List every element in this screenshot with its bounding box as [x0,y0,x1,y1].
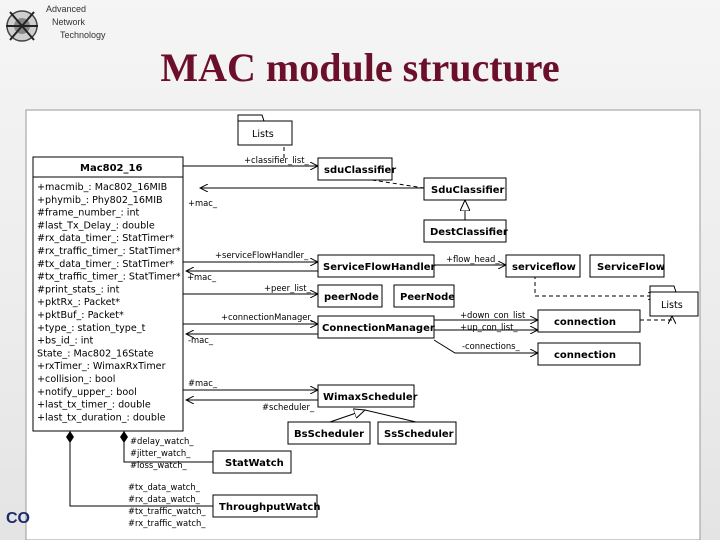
attribute-row: +pktBuf_: Packet* [37,310,124,321]
label-mac-1: +mac_ [188,198,218,208]
attribute-row: +type_: station_type_t [37,322,146,334]
label-jitter-watch: #jitter_watch_ [130,448,191,458]
svg-text:DestClassifier: DestClassifier [430,227,508,238]
label-down-con-list: +down_con_list_ [460,310,530,320]
attribute-row: #tx_traffic_timer_: StatTimer* [37,271,181,283]
label-scheduler: #scheduler_ [262,402,315,412]
logo-line-2: Network [52,17,86,27]
svg-text:Lists: Lists [661,300,683,311]
class-sdu-classifier [424,178,506,200]
attribute-row: +bs_id_: int [37,335,94,347]
svg-text:peerNode: peerNode [324,292,379,303]
class-wimax-scheduler [318,385,418,407]
svg-text:serviceflow: serviceflow [512,262,576,273]
attribute-row: +pktRx_: Packet* [37,297,121,309]
label-peer-list: +peer_list_ [264,283,311,293]
label-service-flow-handler: +serviceFlowHandler_ [215,250,309,260]
label-classifier-list: +classifier_list_ [244,155,309,165]
logo-line-3: Technology [60,30,106,40]
attribute-row: +last_tx_duration_: double [37,412,166,424]
svg-text:PeerNode: PeerNode [400,292,456,303]
attribute-row: +collision_: bool [37,374,116,385]
class-ss-scheduler [378,422,456,444]
svg-text:SsScheduler: SsScheduler [384,429,454,440]
label-delay-watch: #delay_watch_ [130,436,194,446]
attribute-row: #last_Tx_Delay_: double [37,220,155,232]
label-mac-4: #mac_ [188,378,218,388]
class-name-mac802-16: Mac802_16 [80,163,143,174]
attribute-row: +phymib_: Phy802_16MIB [37,194,163,206]
svg-text:StatWatch: StatWatch [225,458,284,469]
class-sdu-classifier-lower [318,158,396,180]
label-tx-data-watch: #tx_data_watch_ [128,482,200,492]
slide-title: MAC module structure [160,45,560,90]
svg-text:sduClassifier: sduClassifier [324,165,397,176]
class-connection-manager [318,316,435,338]
svg-text:WimaxScheduler: WimaxScheduler [323,392,418,403]
label-rx-traffic-watch: #rx_traffic_watch_ [128,518,206,528]
class-serviceflow-lower [506,255,580,277]
label-connections: -connections_ [462,341,520,351]
corner-text: CO [6,510,30,527]
class-peer-node-lower [318,285,382,307]
class-connection-a [538,310,640,332]
class-service-flow [590,255,665,277]
label-rx-data-watch: #rx_data_watch_ [128,494,200,504]
label-mac-3: -mac_ [188,335,214,345]
svg-text:BsScheduler: BsScheduler [294,429,365,440]
attribute-row: +macmib_: Mac802_16MIB [37,182,168,193]
class-peer-node [394,285,455,307]
svg-text:ThroughputWatch: ThroughputWatch [219,502,321,513]
svg-text:Lists: Lists [252,129,274,140]
attribute-row: #print_stats_: int [37,284,120,296]
class-throughput-watch [213,495,320,517]
class-dest-classifier [424,220,508,242]
svg-text:connection: connection [554,317,616,328]
label-mac-2: +mac_ [187,272,217,282]
label-flow-head: +flow_head_ [446,254,500,264]
attribute-row: +last_tx_timer_: double [37,399,151,411]
attribute-row: #tx_data_timer_: StatTimer* [37,258,175,270]
svg-text:connection: connection [554,350,616,361]
label-up-con-list: +up_con_list_ [460,322,518,332]
class-connection-b [538,343,640,365]
attribute-row: #frame_number_: int [37,207,140,219]
attribute-row: #rx_data_timer_: StatTimer* [37,233,175,245]
svg-text:ServiceFlow: ServiceFlow [597,262,665,273]
class-stat-watch [213,451,291,473]
attribute-row: #rx_traffic_timer_: StatTimer* [37,246,181,257]
class-service-flow-handler [318,255,436,277]
label-connection-manager: +connectionManager_ [221,312,316,322]
attribute-row: State_: Mac802_16State [37,348,154,360]
logo-line-1: Advanced [46,4,87,14]
class-mac802-16 [33,157,183,431]
attribute-row: +rxTimer_: WimaxRxTimer [37,361,166,373]
label-tx-traffic-watch: #tx_traffic_watch_ [128,506,206,516]
svg-text:ConnectionManager: ConnectionManager [322,323,435,334]
label-loss-watch: #loss_watch_ [130,460,187,470]
class-bs-scheduler [288,422,370,444]
svg-text:ServiceFlowHandler: ServiceFlowHandler [323,262,436,273]
svg-text:SduClassifier: SduClassifier [431,185,505,196]
attribute-row: +notify_upper_: bool [37,386,137,398]
